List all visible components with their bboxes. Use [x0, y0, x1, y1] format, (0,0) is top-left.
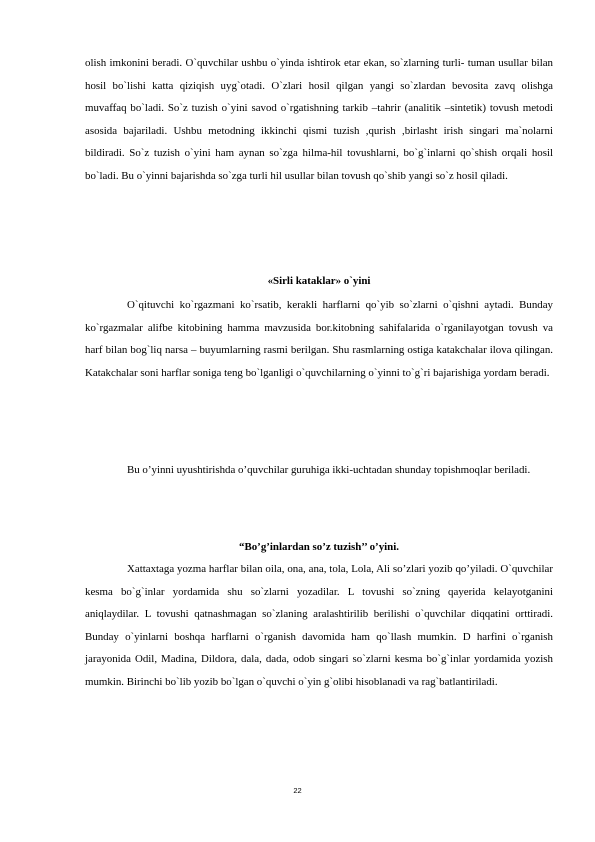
- page-number: 22: [293, 786, 302, 795]
- body-paragraph-3: Bu o’yinni uyushtirishda o’quvchilar guruhiga ikki-uchtadan shunday topishmoqlar beriladi.: [127, 464, 531, 476]
- body-paragraph-1: olish imkonini beradi. O`quvchilar ushbu o`yinda ishtirok etar ekan, so`zlarning turli- tuman usullar bilan hosil bo`lishi katta qiziqish uyg`otadi. O`zlari hosil qilgan yangi so`zlardan bevosita zavq olishga muvaffaq bo`ladi. So`z tuzish o`yini savod o`rgatishning tarkib –tahrir (analitik –sintetik) tovush metodi asosida bajariladi. Ushbu metodning ikkinchi qismi tuzish ,qurish ,birlasht irish singari ma`nolarni bildiradi. So`z tuzish o`yini ham aynan so`zga hilma-hil tovushlarni, bo`g`inlarni qo`shish orqali hosil bo`ladi. Bu o`yinni bajarishda so`zga turli hil usullar bilan tovush qo`shib yangi so`z hosil qiladi.: [85, 57, 553, 182]
- section-heading-sirli-kataklar: «Sirli kataklar» o`yini: [267, 275, 371, 287]
- body-paragraph-4: Xattaxtaga yozma harflar bilan oila, ona, ana, tola, Lola, Ali so’zlari yozib qo’yiladi. O`quvchilar kesma bo`g`inlar yordamida shu so`zlarni yozadilar. L tovushi so`zning qayerida kelayotganini aniqlaydilar. L tovushi qatnashmagan so`zlaning aralashtirilib berilishi o`quvchilar diqqatini orttiradi. Bunday o`yinlarni boshqa harflarni o`rganish davomida ham qo`llash mumkin. D harfini o`rganish jarayonida Odil, Madina, Dildora, dala, dada, odob singari so`zlarni kesma bo`g`inlar yordamida yozish mumkin. Birinchi bo`lib yozib bo`lgan o`quvchi o`yin g`olibi hisoblanadi va rag`batlantiriladi.: [85, 563, 553, 688]
- section-heading-boginlardan-soz-tuzish: “Bo’g’inlardan so’z tuzish’’ o’yini.: [239, 541, 399, 553]
- body-paragraph-2: O`qituvchi ko`rgazmani ko`rsatib, kerakli harflarni qo`yib so`zlarni o`qishni aytadi. Bunday ko`rgazmalar alifbe kitobining hamma mavzusida bor.kitobning sahifalarida o`rganilayotgan tovush va harf bilan bog`liq narsa – buyumlarning rasmi berilgan. Shu rasmlarning ostiga katakchalar ilova qilingan. Katakchalar soni harflar soniga teng bo`lganligi o`quvchilarning o`yinni to`g`ri bajarishiga yordam beradi.: [85, 299, 553, 379]
